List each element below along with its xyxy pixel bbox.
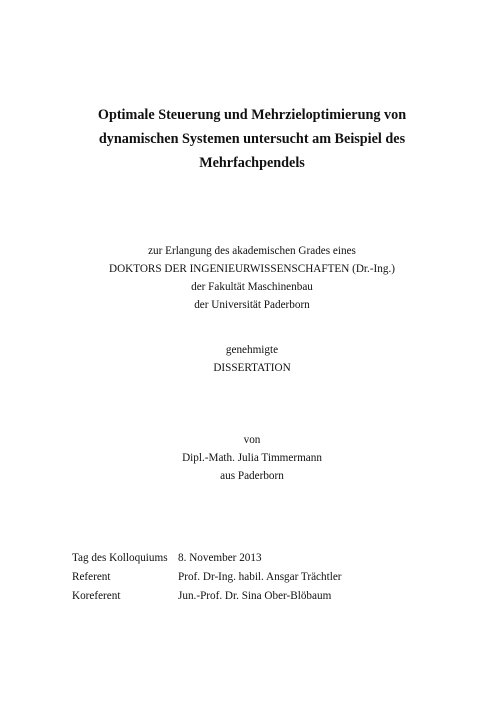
author-name: Dipl.-Math. Julia Timmermann <box>182 452 322 464</box>
degree-statement <box>0 242 504 314</box>
dissertation-title <box>0 103 504 175</box>
author-line: von <box>243 434 261 446</box>
degree-line: der Fakultät Maschinenbau <box>191 281 313 293</box>
approval-statement <box>0 341 504 377</box>
degree-line: DOKTORS DER INGENIEURWISSENSCHAFTEN (Dr.-Ing.) <box>108 263 395 275</box>
committee-label: Tag des Kolloquiums <box>72 552 168 564</box>
committee-value: Prof. Dr-Ing. habil. Ansgar Trächtler <box>178 571 342 583</box>
title-line: Optimale Steuerung und Mehrzieloptimierung von <box>97 107 407 123</box>
committee-row-colloquium-date <box>72 549 342 568</box>
committee-label: Referent <box>72 571 111 583</box>
committee-row-referent <box>72 568 342 587</box>
committee-table <box>72 549 342 606</box>
approval-line: genehmigte <box>225 344 279 356</box>
degree-line: zur Erlangung des akademischen Grades eines <box>148 245 356 257</box>
degree-line: der Universität Paderborn <box>194 299 310 311</box>
committee-label: Koreferent <box>72 590 121 602</box>
committee-value: 8. November 2013 <box>178 552 262 564</box>
committee-value: Jun.-Prof. Dr. Sina Ober-Blöbaum <box>178 590 332 602</box>
title-line: Mehrfachpendels <box>199 155 305 171</box>
committee-row-koreferent <box>72 587 342 606</box>
approval-line: DISSERTATION <box>213 362 291 374</box>
author-statement <box>0 431 504 485</box>
author-origin: aus Paderborn <box>220 470 284 482</box>
title-line: dynamischen Systemen untersucht am Beispiel des <box>98 131 406 147</box>
